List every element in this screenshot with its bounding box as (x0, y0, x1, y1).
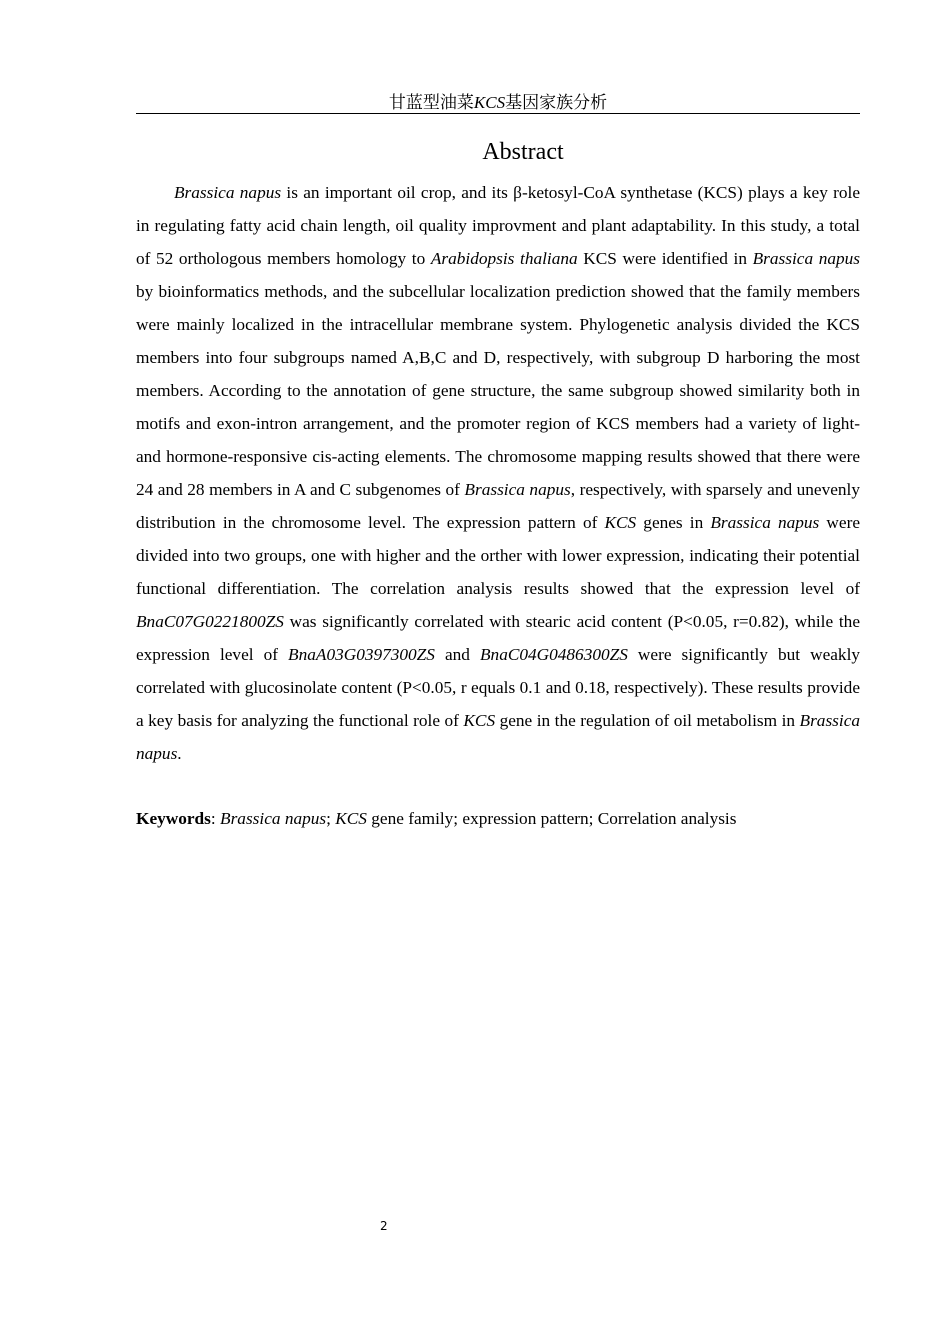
keywords-line (136, 802, 860, 835)
italic-term: BnaA03G0397300ZS (288, 645, 435, 664)
italic-term: BnaC07G0221800ZS (136, 612, 284, 631)
running-header (136, 92, 860, 114)
abstract-title: Abstract (482, 139, 564, 165)
italic-term: Brassica napus (220, 809, 327, 828)
text-run: is an important oil crop, and its β-ketosyl-CoA synthetase (KCS) plays a key role in regulating fatty acid chain length, oil quality improvment and plant adaptability. In this study, a total of 52 orthologous members homology to (136, 183, 861, 268)
keywords-label: Keywords (136, 809, 211, 828)
text-run: gene family; expression pattern; Correlation analysis (366, 809, 737, 828)
text-run: was significantly correlated with stearic acid content (P<0.05, r=0.82), while the expression level of (136, 612, 860, 664)
header-italic: KCS (473, 93, 506, 112)
italic-term: Brassica napus (464, 480, 571, 499)
text-run: were divided into two groups, one with higher and the orther with lower expression, indicating their potential functional differentiation. The correlation analysis results showed that the expression level of (136, 513, 861, 598)
header-suffix: 基因家族分析 (505, 93, 608, 112)
text-run: , respectively, with sparsely and unevenly distribution in the chromosome level. The expression pattern of (136, 480, 860, 532)
italic-term: Brassica napus (174, 183, 282, 202)
text-run: and (434, 645, 480, 664)
text-run: genes in (636, 513, 711, 532)
italic-term: BnaC04G0486300ZS (480, 645, 628, 664)
keywords-list (220, 809, 736, 828)
text-run: ; (326, 809, 336, 828)
italic-term: KCS (604, 513, 637, 532)
italic-term: Brassica napus (752, 249, 861, 268)
header-prefix: 甘蓝型油菜 (388, 93, 474, 112)
text-run: were significantly but weakly correlated with glucosinolate content (P<0.05, r equals 0.1 and 0.18, respectively). These results provide a key basis for analyzing the functional role of (136, 645, 861, 730)
text-run: KCS were identified in (577, 249, 753, 268)
header-rule (136, 113, 860, 114)
text-run: gene in the regulation of oil metabolism in (495, 711, 800, 730)
italic-term: KCS (335, 809, 367, 828)
text-run: by bioinformatics methods, and the subcellular localization prediction showed that the family members were mainly localized in the intracellular membrane system. Phylogenetic analysis divided the KCS members into four subgroups named A,B,C and D, respectively, with subgroup D harboring the most members. According to the annotation of gene structure, the same subgroup showed similarity both in motifs and exon-intron arrangement, and the promoter region of KCS members had a variety of light- and hormone-responsive cis-acting elements. The chromosome mapping results showed that there were 24 and 28 members in A and C subgenomes of (136, 282, 860, 499)
keywords-sep: : (210, 809, 221, 828)
italic-term: KCS (463, 711, 496, 730)
italic-term: Arabidopsis thaliana (430, 249, 578, 268)
italic-term: Brassica napus (710, 513, 820, 532)
page-number: 2 (380, 1219, 388, 1233)
text-run: . (177, 744, 182, 763)
italic-term: Brassica napus (136, 711, 860, 763)
abstract-body (136, 176, 860, 770)
